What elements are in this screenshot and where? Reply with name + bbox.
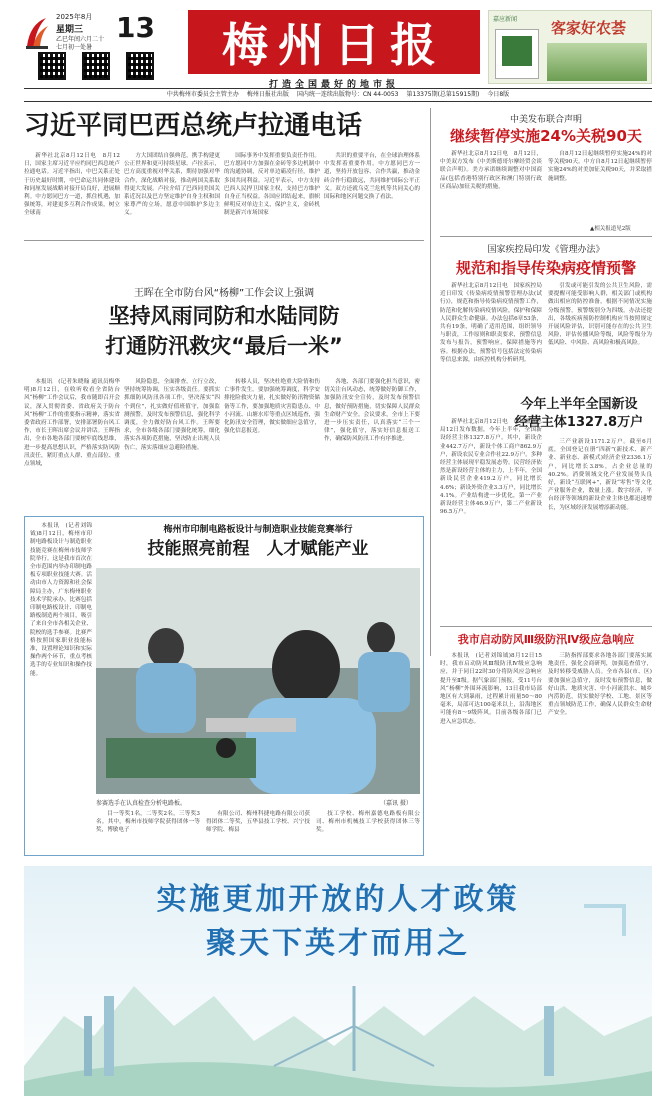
feature-photo xyxy=(96,568,420,794)
feature-kicker: 梅州市印制电路板设计与制造职业技能竞赛举行 xyxy=(163,525,353,535)
qr-code-icon xyxy=(126,52,154,80)
masthead-tagline: 打造全国最好的地市报 xyxy=(268,80,399,90)
lead-col-3: 国际事务中发挥重要负责任作用。巴方愿同中方加强在金砖等多边机制中的沟通协调，反对单边霸凌行径，维护多国共同利益。习近平表示，中方支持巴西人民捍卫国家主权，支持巴方维护自身正当权益。各国应团结起来，旗帜鲜明反对单边主义，保护主义，金砖机制是新兴市场国家 xyxy=(224,153,320,217)
ad-brand: 嘉应新闻 xyxy=(493,16,518,23)
right2-headline[interactable]: 规范和指导传染病疫情预警 xyxy=(455,259,636,277)
product-box-image xyxy=(495,29,539,79)
right4-headline[interactable]: 我市启动防风Ⅲ级防汛Ⅳ级应急响应 xyxy=(457,633,635,646)
banner-line-1: 实施更加开放的人才政策 xyxy=(156,882,520,917)
right4-col-2: 三防指挥部要求各地各部门要落实属地责任，强化会商研判，加强巡查值守，及时转移受威胁人员。全市各县(市、区)要加强应急值守，及时发布预警信息，做好山洪、地质灾害、中小河流洪水、城乡内涝防范，切实做好学校、工地、景区等重点领域防范工作，确保人民群众生命财产安全。 xyxy=(548,653,652,717)
right2-col-1: 新华社北京8月12日电 国家疾控局近日印发《传染病疫情预警管理办法(试行)》，规范和指导传染病疫情预警工作，防范和化解传染病疫情风险，保护和保障人民群众生命健康。办法包括6章53条，共有19条，明确了适用范围，组织领导与职责，工作原则和职责要求，预警信息发布与报告，预警响应，保障措施等内容。根据办法，预警信号包括法定传染病等信息来源，由疾控机构分析研判。 xyxy=(440,283,542,363)
lunar-line-2: 七月初一处暑 xyxy=(56,44,93,51)
feature-headline[interactable]: 技能照亮前程 人才赋能产业 xyxy=(147,539,369,559)
right2-kicker: 国家疾控局印发《管理办法》 xyxy=(487,245,605,255)
date-box xyxy=(24,12,166,74)
ad-label: 客家好农荟 xyxy=(551,19,627,37)
feature-bottom-col-3: 技工学校、梅州嘉德电路板有限公司、梅州市机械技工学校获得团体三等奖。 xyxy=(316,811,420,834)
right3-col-1: 新华社北京8月12日电 市场监管总局12日发布数据，今年上半年，全国新设经营主体1327.8万户。其中，新设企业442.7万户，新设个体工商户862.9万户，新设农民专业合作社22.9万户。多种经营主体展现平稳发展态势。民营经济依然是新设经营主体的主力，上半年，全国新设民营企业419.2万户，同比增长4.6%；新设外资企业3.3万户，同比增长4.1%。产业结构进一步优化，第一产业新设经营主体46.9万户，第二产业新设96.5万户。 xyxy=(440,419,542,516)
right3-headline-2[interactable]: 经营主体1327.8万户 xyxy=(514,415,644,430)
divider xyxy=(440,236,652,237)
feature-bottom-col-2: 有限公司、梅州科捷电路有限公司获得团体二等奖，五华县技工学校、兴宁技师学院、梅县 xyxy=(206,811,310,834)
logo-icon xyxy=(24,14,50,50)
lead-col-2: 方大国团结自强典范，携手构建更公正世界和更可持续星球。卢拉表示，巴方高度重视对华关系，期待加强对华合作，深化战略对接，推动两国关系取得更大发展。卢拉介绍了巴西同美国关系近况以及巴方坚定维护自身主权和国家尊严的立场，愿意中国维护多边主义。 xyxy=(124,153,220,217)
feature-bottom-col-1: 目一等奖1名，二等奖2名，三等奖3名。其中，梅州市技师学院获得团体一等奖，博敏电子 xyxy=(96,811,200,834)
top-advertisement[interactable] xyxy=(488,10,652,84)
right3-col-2: 三产业新设1171.2万户。截至6月底，全国登记在册“四新”(新技术、新产业、新业态、新模式)经济企业2336.1万户，同比增长3.8%，占企业总量的40.2%。消费领域文化产业发展势头良好，新设“互联网+”，新设“零售”等文化产业服务企业，数量上涨。数字经济，平台经济等领域的新设企业主体也都迅速增长，为区域经济发展增添新动能。 xyxy=(548,439,652,511)
lunar-line-1: 乙巳年闰六月二十 xyxy=(56,36,105,43)
column-divider xyxy=(430,108,431,656)
right2-col-2: 引发或可能引发的公共卫生风险，需要提醒可能受影响人群，相关部门或机构做出相应的防控准备，根据不同情况实施分级预警，预警级别分为四级。办法还提出，各级疾病预防控制机构应当按照规定开展风险评估，识别可能存在的公共卫生风险，评估传播风险等级，风险等级分为低风险、中风险、高风险和极高风险。 xyxy=(548,283,652,347)
lead-col-1: 新华社北京8月12日电 8月12日，国家主席习近平应约同巴西总统卢拉通电话。习近平指出，中巴关系正处于历史最好时期，中巴命运共同体建设和同厘发展战略对接开局良好，进展顺利。中方愿同巴方一道，抓住机遇，加强统筹，对建更多互利合作成果，树立全球南 xyxy=(24,153,120,217)
mid-headline-2[interactable]: 打通防汛救灾“最后一米” xyxy=(105,334,343,358)
date-line: 2025年8月 xyxy=(56,13,93,21)
mid-headline-1[interactable]: 坚持风雨同防和水陆同防 xyxy=(108,304,340,328)
meta-org: 梅州日报社出版 xyxy=(246,91,289,98)
right1-headline[interactable]: 继续暂停实施24%关税90天 xyxy=(450,127,642,145)
mid-col-4: 各地、各部门要强化担当意识，密切关注台风动态，统筹做好防御工作，加强防汛安全宣传，及时发布预警信息，做好预防措施，切实保障人民群众生命财产安全。会议要求，全市上下要进一步压实责任，认真落实“三个一律”，强化值守，落实好信息报送工作，确保防风防汛工作有序推进。 xyxy=(324,379,420,443)
meta-issue-no: 第13375期(总第15915期) xyxy=(406,91,480,98)
divider xyxy=(24,240,424,241)
feature-side-text: 本报讯 (记者刘锦钺)8月12日，梅州市印制电路板设计与制造职业技能竞赛在梅州市技师学院举行。这是我市首次在全市范围内举办印制电路板专项职业技能大赛。活动由市人力资源和社会保障局主办，广东梅州职业技术学院承办。比赛包括印制电路板设计、印制电路板制造两个项目，吸引了来自全市各相关企业、院校的选手参赛。比赛严格按照国家职业技能标准，设置理论知识和实际操作两个环节，重点考核选手的专业知识和操作技能。 xyxy=(30,523,92,677)
lead-headline[interactable]: 习近平同巴西总统卢拉通电话 xyxy=(24,111,363,141)
right1-kicker: 中美发布联合声明 xyxy=(509,115,582,125)
right3-headline-1[interactable]: 今年上半年全国新设 xyxy=(520,397,638,412)
divider xyxy=(440,626,652,627)
weekday: 星期三 xyxy=(56,25,84,35)
qr-code-icon xyxy=(82,52,110,80)
farm-photo xyxy=(547,43,647,81)
mid-col-1: 本报讯 (记者朱晓翰 通讯员梅华明)8月12日，在收听收看全省防台风“杨柳”工作会议后，我市随即召开会议，深入贯彻省委、省政府关于防台风“杨柳”工作的重要指示精神，落实省委省政府工作部署，安排部署防台风工作，市长王晖出席会议并讲话。王晖指出，全市各地各部门要树牢底线思维，进一步提高思想认识，严格落实防风防汛责任，紧盯重点人群、重点部位、重点领域， xyxy=(24,379,120,468)
meta-pages: 今日8版 xyxy=(487,91,510,98)
meta-bar xyxy=(24,88,652,102)
masthead-title: 梅州日报 xyxy=(188,10,480,74)
right4-col-1: 本报讯 (记者刘锦钺)8月12日15时，我市启动防风Ⅲ级防汛Ⅳ级应急响应，并于同日22时30分将防风应急响应提升至Ⅱ级。据气象部门预报，受11号台风“杨柳”外围环流影响，13日我市局部地区有大到暴雨，过程累计雨量50～80毫米，局部可达100毫米以上，沿海地区可能有8～9级阵风。目前各级各部门已进入应急状态。 xyxy=(440,653,542,725)
mid-col-3: 转移人员，坚决杜绝重大险情和伤亡事件发生。要加强统筹调度，科学安排抢险救灾力量，扎实做好防汛物资储备等工作，要加强地质灾害隐患点、中小河流、山塘水库等重点区域巡查，强化防汛安全管理，做实做细应急值守，强化信息报送。 xyxy=(224,379,320,435)
photo-credit: （嘉讯 摄） xyxy=(380,800,412,807)
mid-col-2: 风险隐患，全面排查，立行立改，坚持统筹协调，压实各级责任。要抓实抓细防风防汛各项工作，坚决落实“四个到位”，扎实做好值班值守，加强监测预警，及时发布预警信息，强化科学调度，全力做好防台风工作。王晖要求，全市各级各部门要强化统筹，细化落实各项防范措施，坚决防止出现人员伤亡，落实落细应急避险措施。 xyxy=(124,379,220,451)
right1-more-link[interactable]: ▲相关报道见2版 xyxy=(590,226,631,232)
mid-kicker: 王晖在全市防台风“杨柳”工作会议上强调 xyxy=(133,288,315,299)
photo-caption: 参赛选手在认真检查分析电路板。 xyxy=(96,800,187,807)
lead-col-4: 共识的重要平台，在全球治理体系中发挥着重要作用。中方愿同巴方一道，坚持开放包容、合作共赢，推动金砖合作行稳致远，共同维护国际公平正义。双方还就乌克兰危机等共同关心的国际和地区问题交换了看法。 xyxy=(324,153,420,201)
talent-banner xyxy=(24,866,652,1096)
right1-col-1: 新华社北京8月12日电 8月12日，中美双方发布《中美斯德哥尔摩经贸会谈联合声明》。美方承诺继续调整对中国商品(包括香港特别行政区和澳门特别行政区商品)加征关税的措施， xyxy=(440,151,542,190)
meta-cn: 国内统一连续出版物号：CN 44-0053 xyxy=(296,91,399,98)
banner-line-2: 聚天下英才而用之 xyxy=(206,926,470,961)
qr-code-icon xyxy=(38,52,66,80)
right1-col-2: 自8月12日起继续暂停实施24%的对等关税90天。中方自8月12日起继续暂停实施24%的对美加征关税90天，并采取措施调整。 xyxy=(548,151,652,182)
issue-day: 13 xyxy=(116,11,155,44)
meta-publisher: 中共梅州市委员会主管主办 xyxy=(166,91,239,98)
